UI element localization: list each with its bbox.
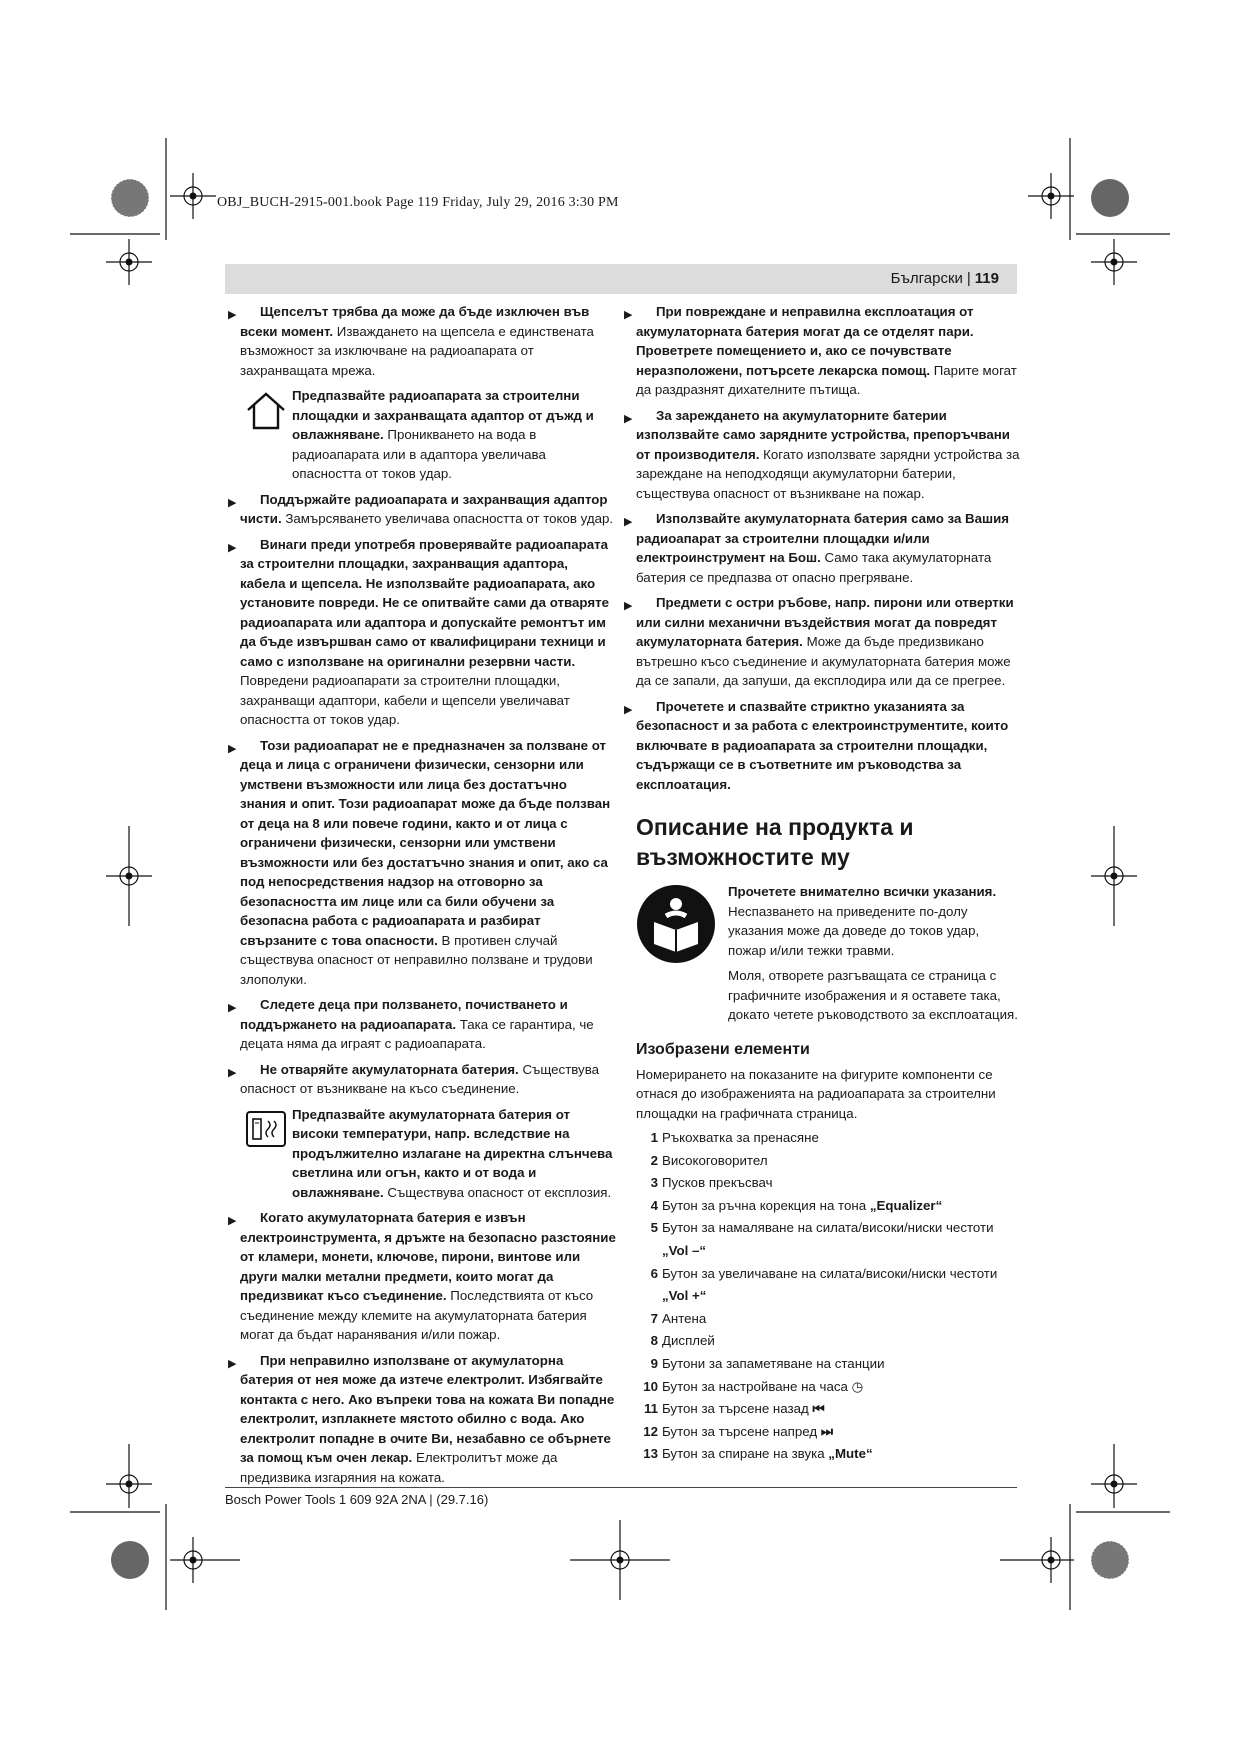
clock-icon: ◷	[851, 1378, 864, 1394]
safety-paragraph: ▶ Не отваряйте акумулаторната батерия. Съществува опасност от възникване на късо съединение.	[228, 1061, 600, 1096]
safety-paragraph: ▶ Предмети с остри ръбове, напр. пирони или отвертки или силни механични въздействия могат да повредят акумулаторната батерия. Може да бъде предизвикано вътрешно късо съединение и акумулаторната батерия може да се запали, да запуши, да експлодира или да се прегрее.	[624, 595, 1014, 688]
safety-paragraph: ▶ Използвайте акумулаторната батерия само за Вашия радиоапарат за строителни площадки и/или електроинструмент на Бош. Само така акумулаторната батерия се предпазва от опасно прегряване.	[624, 511, 1010, 585]
battery-temperature-icon	[244, 1107, 288, 1151]
list-item: 4 Бутон за ръчна корекция на тона „Equalizer“	[650, 1197, 943, 1213]
safety-paragraph: ▶ Този радиоапарат не е предназначен за ползване от деца и лица с ограничени физически, сензорни или умствени възможности или лица без достатъчно знания и опит. Този радиоапарат може да бъде ползван от деца на 8 или повече години, както и от лица с ограничени физически, сензорни или умствени възможности или без достатъчно знания и опит, ако са под непосредствения надзор на отговорно за безопасността им лице или са били обучени за безопасна работа с радиоапарата и разбират свързаните с това опасности. В противен случай съществува опасност от неправилно ползване и трудови злополуки.	[228, 737, 611, 987]
safety-paragraph: ▶ Следете деца при ползването, почистването и поддържането на радиоапарата. Така се гарантира, че децата няма да играят с радиоапарата.	[228, 997, 594, 1051]
list-item: 7 Антена	[650, 1310, 707, 1326]
page-header-label	[891, 270, 999, 287]
safety-paragraph: ▶ Винаги преди употребя проверявайте радиоапарата за строителни площадки, захранващия адаптора, кабела и щепсела. Не използвайте радиоапарата, ако установите повреди. Не се опитвайте сами да отваряте радиоапарата или адаптора и допускайте ремонтът им да бъде извършван само от квалифицирани техници и само с използване на оригинални резервни части. Повредени радиоапарати за строителни площадки, захранващи адаптори, кабели и щепсели увеличават опасността от токов удар.	[228, 536, 610, 727]
list-item: 10 Бутон за настройване на часа ◷	[643, 1378, 864, 1394]
safety-paragraph: ▶ Когато акумулаторната батерия е извън електроинструмента, я дръжте на безопасно разстояние от кламери, монети, ключове, пирони, винтове или други малки метални предмети, които могат да предизвикат късо съединение. Последствията от късо съединение между клемите на акумулаторната батерия могат да бъдат наранявания и/или пожар.	[228, 1210, 616, 1342]
bullet-triangle-icon: ▶	[228, 1357, 237, 1370]
bullet-triangle-icon: ▶	[228, 541, 237, 554]
safety-paragraph: ▶ За зареждането на акумулаторните батерии използвайте само зарядните устройства, препоръчвани от производителя. Когато използвате зарядни устройства за зареждане на неподходящи акумулаторни батерии, съществува опасност от възникване на пожар.	[624, 407, 1020, 501]
safety-paragraph: ▶ Поддържайте радиоапарата и захранващия адаптор чисти. Замърсяването увеличава опасността от токов удар.	[228, 491, 614, 526]
list-item: 12 Бутон за търсене напред ⏭	[643, 1423, 833, 1439]
bullet-triangle-icon: ▶	[228, 1002, 237, 1014]
bullet-triangle-icon: ▶	[624, 516, 633, 528]
header-language: Български	[890, 270, 963, 287]
indoor-house-icon	[244, 388, 288, 432]
list-item: 13 Бутон за спиране на звука „Mute“	[643, 1446, 873, 1462]
bullet-triangle-icon: ▶	[228, 309, 237, 321]
list-item: 8 Дисплей	[650, 1333, 715, 1349]
safety-paragraph-with-icon: Предпазвайте радиоапарата за строителни площадки и захранващата адаптор от дъжд и овлажняване. Проникването на вода в радиоапарата или в адаптора увеличава опасността от токов удар.	[240, 386, 616, 484]
left-column	[228, 302, 616, 1493]
list-item: 6 Бутон за увеличаване на силата/високи/ниски честоти „Vol +“	[650, 1265, 998, 1304]
safety-paragraph: ▶ Щепселът трябва да може да бъде изключен във всеки момент. Изваждането на щепсела е единствената възможност за изключване на радиоапарата от захранващата мрежа.	[228, 304, 594, 378]
bullet-triangle-icon: ▶	[228, 1066, 237, 1079]
skip-forward-icon: ⏭	[820, 1423, 833, 1439]
footer-divider	[225, 1487, 1017, 1488]
book-file-header: OBJ_BUCH-2915-001.book Page 119 Friday, July 29, 2016 3:30 PM	[217, 195, 619, 210]
list-item: 2 Високоговорител	[650, 1152, 768, 1168]
header-separator: |	[966, 270, 971, 287]
list-item: 9 Бутони за запаметяване на станции	[650, 1355, 885, 1371]
page-number: 119	[974, 270, 999, 287]
read-manual-icon	[636, 884, 716, 964]
safety-paragraph: ▶ При повреждане и неправилна експлоатация от акумулаторната батерия могат да се отделят пари. Проветрете помещението и, ако се почувствате неразположени, потърсете лекарска помощ. Парите могат да раздразнят дихателните пътища.	[624, 304, 1017, 397]
components-heading: Изобразени елементи	[636, 1040, 810, 1058]
components-list	[636, 1127, 1020, 1466]
bullet-triangle-icon: ▶	[228, 742, 237, 755]
safety-paragraph: ▶ Прочетете и спазвайте стриктно указанията за безопасност и за работа с електроинструментите, които включвате в радиоапарата за строителни площадки, съдържащи се в съответните им ръководства за експлоатация.	[624, 698, 1009, 792]
list-item: 1 Ръкохватка за пренасяне	[650, 1130, 819, 1145]
bullet-triangle-icon: ▶	[624, 703, 633, 716]
page-header-band	[225, 264, 1017, 294]
bullet-triangle-icon: ▶	[228, 1215, 237, 1227]
section-title: Описание на продукта и възможностите му	[636, 814, 914, 870]
skip-back-icon: ⏮	[812, 1401, 825, 1417]
components-intro: Номерирането на показаните на фигурите компоненти се отнася до изображенията на радиоапарата за строителни площадки на графичната страница.	[636, 1066, 996, 1121]
bullet-triangle-icon: ▶	[228, 496, 237, 509]
fold-out-note: Моля, отворете разгъващата се страница с графичните изображения и я оставете така, докато четете ръководството за експлоатация.	[728, 968, 1018, 1022]
page-footer: Bosch Power Tools 1 609 92A 2NA | (29.7.16)	[225, 1492, 489, 1507]
safety-paragraph: ▶ При неправилно използване от акумулаторна батерия от нея може да изтече електролит. Избягвайте контакта с него. Ако въпреки това на кожата Ви попадне електролит, изплакнете мястото обилно с вода. Ако електролит попадне в очите Ви, незабавно се обърнете за помощ към очен лекар. Електролитът може да предизвика изгаряния на кожата.	[228, 1352, 615, 1485]
bullet-triangle-icon: ▶	[624, 412, 633, 425]
bullet-triangle-icon: ▶	[624, 600, 633, 612]
list-item: 3 Пусков прекъсвач	[650, 1175, 773, 1191]
safety-paragraph-with-icon: Предпазвайте акумулаторната батерия от високи температури, напр. вследствие на продължително излагане на директна слънчева светлина или огън, както и от вода и овлажняване. Съществува опасност от експлозия.	[240, 1105, 616, 1203]
right-column	[624, 302, 1020, 1466]
list-item: 5 Бутон за намаляване на силата/високи/ниски честоти „Vol –“	[650, 1220, 994, 1258]
read-instructions-note: Прочетете внимателно всички указания. Неспазването на приведените по-долу указания може да доведе до токов удар, пожар и/или тежки травми. Моля, отворете разгъващата се страница с графичните изображения и я оставете така, докато четете ръководството за експлоатация.	[636, 882, 1020, 1025]
list-item: 11 Бутон за търсене назад ⏮	[643, 1401, 825, 1417]
bullet-triangle-icon: ▶	[624, 309, 633, 321]
